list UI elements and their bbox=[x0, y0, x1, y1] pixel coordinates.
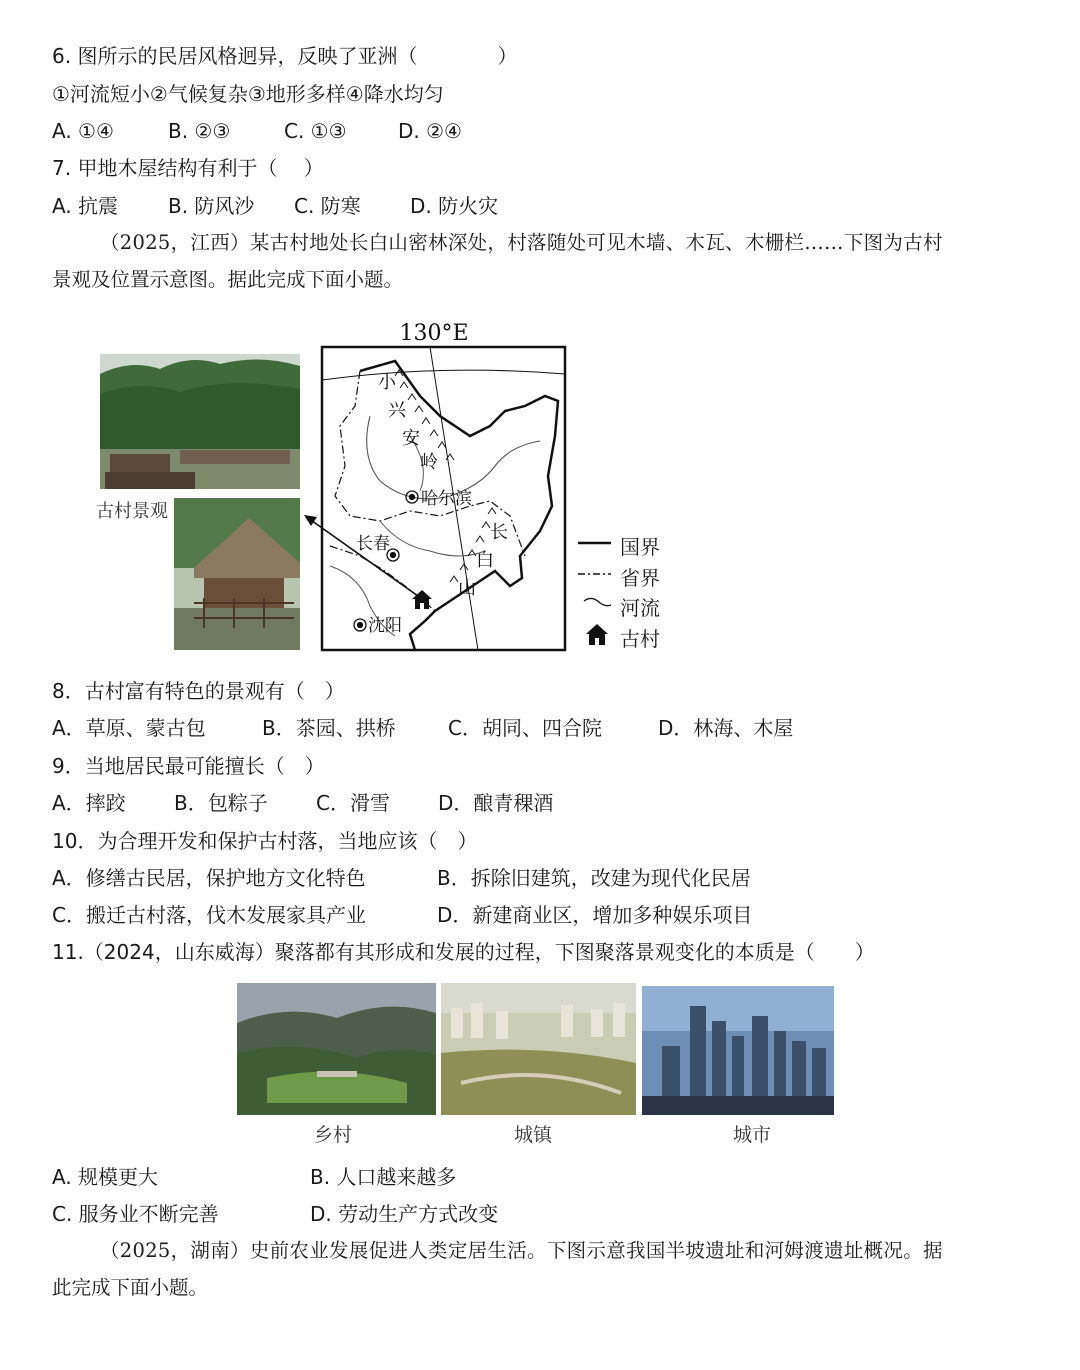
river-songhua bbox=[367, 416, 540, 499]
longitude-label: 130°E bbox=[399, 321, 469, 346]
q11-option-a: A. 规模更大 bbox=[52, 1165, 159, 1189]
q11-option-c: C. 服务业不断完善 bbox=[52, 1202, 219, 1226]
thatched-house-image bbox=[174, 498, 300, 650]
map-label-harbin: 哈尔滨 bbox=[421, 489, 472, 509]
q10-option-c: C．搬迁古村落，伐木发展家具产业 bbox=[52, 903, 366, 927]
rural-photo bbox=[237, 983, 436, 1115]
q8-option-c: C．胡同、四合院 bbox=[448, 716, 602, 740]
q6-option-d: D. ②④ bbox=[398, 119, 462, 143]
legend-village: 古村 bbox=[620, 627, 660, 651]
legend-provincial-border: 省界 bbox=[620, 566, 660, 590]
legend-village-symbol bbox=[586, 624, 608, 645]
river-2 bbox=[380, 521, 485, 556]
village-landscape-photo bbox=[100, 354, 300, 489]
city-skyline-image bbox=[642, 986, 834, 1115]
city-photo bbox=[642, 986, 834, 1115]
q8-option-a: A．草原、蒙古包 bbox=[52, 716, 206, 740]
q10-option-b: B．拆除旧建筑，改建为现代化民居 bbox=[437, 866, 751, 890]
map-label-shan: 山 bbox=[458, 578, 476, 599]
q9-option-a: A．摔跤 bbox=[52, 791, 126, 815]
rural-landscape-image bbox=[237, 983, 436, 1115]
town-landscape-image bbox=[441, 983, 636, 1115]
village-arrow-head bbox=[304, 515, 317, 526]
map-legend bbox=[578, 531, 698, 651]
q6-statements: ①河流短小②气候复杂③地形多样④降水均匀 bbox=[52, 82, 444, 106]
caption-town: 城镇 bbox=[514, 1124, 553, 1146]
northeast-china-map bbox=[300, 316, 570, 656]
legend-symbols bbox=[578, 531, 618, 651]
q9-stem: 9．当地居民最可能擅长（ ） bbox=[52, 754, 325, 778]
q7-option-a: A. 抗震 bbox=[52, 194, 119, 218]
caption-city: 城市 bbox=[733, 1124, 772, 1146]
q7-option-c: C. 防寒 bbox=[294, 194, 361, 218]
q9-option-b: B．包粽子 bbox=[174, 791, 268, 815]
q11-option-d: D. 劳动生产方式改变 bbox=[310, 1202, 499, 1226]
q6-option-b: B. ②③ bbox=[168, 119, 231, 143]
map-label-shenyang: 沈阳 bbox=[368, 616, 402, 636]
caption-rural: 乡村 bbox=[314, 1124, 353, 1146]
map-label-changchun: 长春 bbox=[356, 534, 390, 554]
q10-option-d: D．新建商业区，增加多种娱乐项目 bbox=[437, 903, 753, 927]
intro1-line1: （2025，江西）某古村地处长白山密林深处，村落随处可见木墙、木瓦、木栅栏……下图为古村 bbox=[100, 231, 943, 254]
intro2-line1: （2025，湖南）史前农业发展促进人类定居生活。下图示意我国半坡遗址和河姆渡遗址概况。据 bbox=[100, 1239, 943, 1262]
q6-stem: 6. 图所示的民居风格迥异，反映了亚洲（ ） bbox=[52, 44, 518, 68]
legend-river-symbol bbox=[584, 598, 611, 605]
intro1-line2: 景观及位置示意图。据此完成下面小题。 bbox=[52, 268, 404, 291]
q7-stem: 7. 甲地木屋结构有利于（ ） bbox=[52, 156, 324, 180]
q6-option-a: A. ①④ bbox=[52, 119, 114, 143]
location-map bbox=[300, 316, 570, 656]
village-arrow-line bbox=[308, 518, 418, 596]
forest-village-image bbox=[100, 354, 300, 489]
village-icon bbox=[412, 590, 432, 609]
wooden-house-photo bbox=[174, 498, 300, 650]
city-markers bbox=[354, 491, 418, 631]
q8-option-d: D．林海、木屋 bbox=[658, 716, 794, 740]
q9-option-d: D．酿青稞酒 bbox=[438, 791, 554, 815]
q10-stem: 10．为合理开发和保护古村落，当地应该（ ） bbox=[52, 829, 478, 853]
q11-option-b: B. 人口越来越多 bbox=[310, 1165, 457, 1189]
town-photo bbox=[441, 983, 636, 1115]
map-label-xing: 兴 bbox=[388, 400, 406, 421]
map-label-chang: 长 bbox=[490, 522, 508, 543]
legend-national-border: 国界 bbox=[620, 535, 660, 559]
q8-option-b: B．茶园、拱桥 bbox=[262, 716, 396, 740]
q10-option-a: A．修缮古民居，保护地方文化特色 bbox=[52, 866, 366, 890]
intro2-line2: 此完成下面小题。 bbox=[52, 1276, 209, 1299]
map-label-bai: 白 bbox=[476, 550, 494, 571]
village-photo-caption: 古村景观 bbox=[96, 501, 168, 522]
q7-option-d: D. 防火灾 bbox=[410, 194, 499, 218]
q6-option-c: C. ①③ bbox=[284, 119, 347, 143]
q8-stem: 8．古村富有特色的景观有（ ） bbox=[52, 679, 345, 703]
legend-river: 河流 bbox=[620, 596, 660, 620]
map-label-ling: 岭 bbox=[420, 452, 438, 473]
q9-option-c: C．滑雪 bbox=[316, 791, 390, 815]
q11-stem: 11.（2024，山东威海）聚落都有其形成和发展的过程，下图聚落景观变化的本质是（ ） bbox=[52, 940, 875, 964]
map-label-xiao: 小 bbox=[378, 372, 396, 393]
q7-option-b: B. 防风沙 bbox=[168, 194, 255, 218]
map-label-an: 安 bbox=[402, 428, 420, 449]
